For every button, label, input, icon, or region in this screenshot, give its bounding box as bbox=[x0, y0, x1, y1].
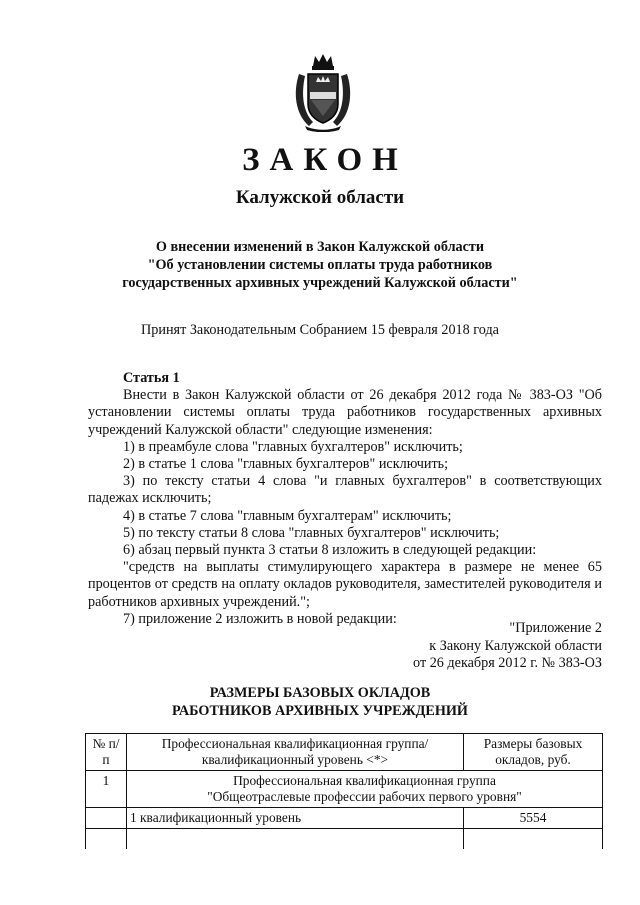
subject-line: "Об установлении системы оплаты труда работников bbox=[147, 257, 493, 273]
appendix-line: к Закону Калужской области bbox=[429, 637, 602, 654]
header-group: Профессиональная квалификационная группа/квалификационный уровень <*> bbox=[127, 734, 464, 771]
law-title: ЗАКОН bbox=[242, 142, 408, 178]
subject-line: О внесении изменений в Закон Калужской области bbox=[155, 239, 485, 255]
article-item: 1) в преамбуле слова "главных бухгалтеров" исключить; bbox=[123, 438, 463, 455]
table-header-row bbox=[86, 734, 603, 771]
qualification-level: 1 квалификационный уровень bbox=[127, 808, 464, 829]
salary-title-line: РАЗМЕРЫ БАЗОВЫХ ОКЛАДОВ bbox=[209, 685, 431, 701]
base-salary: 5554 bbox=[464, 808, 603, 829]
subject-line: государственных архивных учреждений Калужской области" bbox=[122, 275, 518, 291]
salary-table-title bbox=[0, 684, 640, 720]
header-number: № п/п bbox=[86, 734, 127, 771]
row-number bbox=[86, 808, 127, 829]
article-item: 5) по тексту статьи 8 слова "главных бухгалтеров" исключить; bbox=[123, 524, 500, 541]
salary-title-line: РАБОТНИКОВ АРХИВНЫХ УЧРЕЖДЕНИЙ bbox=[172, 703, 468, 719]
coat-of-arms-emblem bbox=[291, 52, 355, 132]
article-item: 2) в статье 1 слова "главных бухгалтеров" исключить; bbox=[123, 456, 449, 473]
article-item: "средств на выплаты стимулирующего характера в размере не менее 65 процентов от средств на оплату окладов руководителя, заместителей руководителя и работников архивных учреждений."; bbox=[88, 559, 602, 610]
article-heading: Статья 1 bbox=[123, 370, 180, 386]
appendix-line: от 26 декабря 2012 г. № 383-ОЗ bbox=[413, 655, 602, 671]
group-title bbox=[127, 771, 603, 808]
article-item: 6) абзац первый пункта 3 статьи 8 изложить в следующей редакции: bbox=[123, 542, 537, 559]
table-row bbox=[86, 771, 603, 808]
law-subject bbox=[0, 238, 640, 292]
article-intro: Внести в Закон Калужской области от 26 декабря 2012 года № 383-ОЗ "Об установлении системы оплаты труда работников государственных архивных учреждений Калужской области" следующие изменения: bbox=[88, 387, 602, 438]
group-title-line: Профессиональная квалификационная группа bbox=[233, 773, 496, 788]
appendix-reference bbox=[413, 620, 602, 673]
article-item: 3) по тексту статьи 4 слова "и главных бухгалтеров" в соответствующих падежах исключить; bbox=[88, 473, 602, 507]
region-name: Калужской области bbox=[235, 187, 405, 208]
article-item: 4) в статье 7 слова "главным бухгалтерам" исключить; bbox=[123, 507, 452, 524]
row-number: 1 bbox=[86, 771, 127, 808]
table-row-continuation bbox=[86, 829, 603, 850]
appendix-line: "Приложение 2 bbox=[509, 620, 602, 636]
group-title-line: "Общеотраслевые профессии рабочих первого уровня" bbox=[207, 789, 522, 804]
adoption-statement: Принят Законодательным Собранием 15 февраля 2018 года bbox=[141, 322, 499, 338]
salary-table bbox=[85, 733, 603, 849]
article-body bbox=[88, 370, 602, 628]
table-row bbox=[86, 808, 603, 829]
header-salary: Размеры базовых окладов, руб. bbox=[464, 734, 603, 771]
article-item: 7) приложение 2 изложить в новой редакции: bbox=[123, 610, 397, 627]
